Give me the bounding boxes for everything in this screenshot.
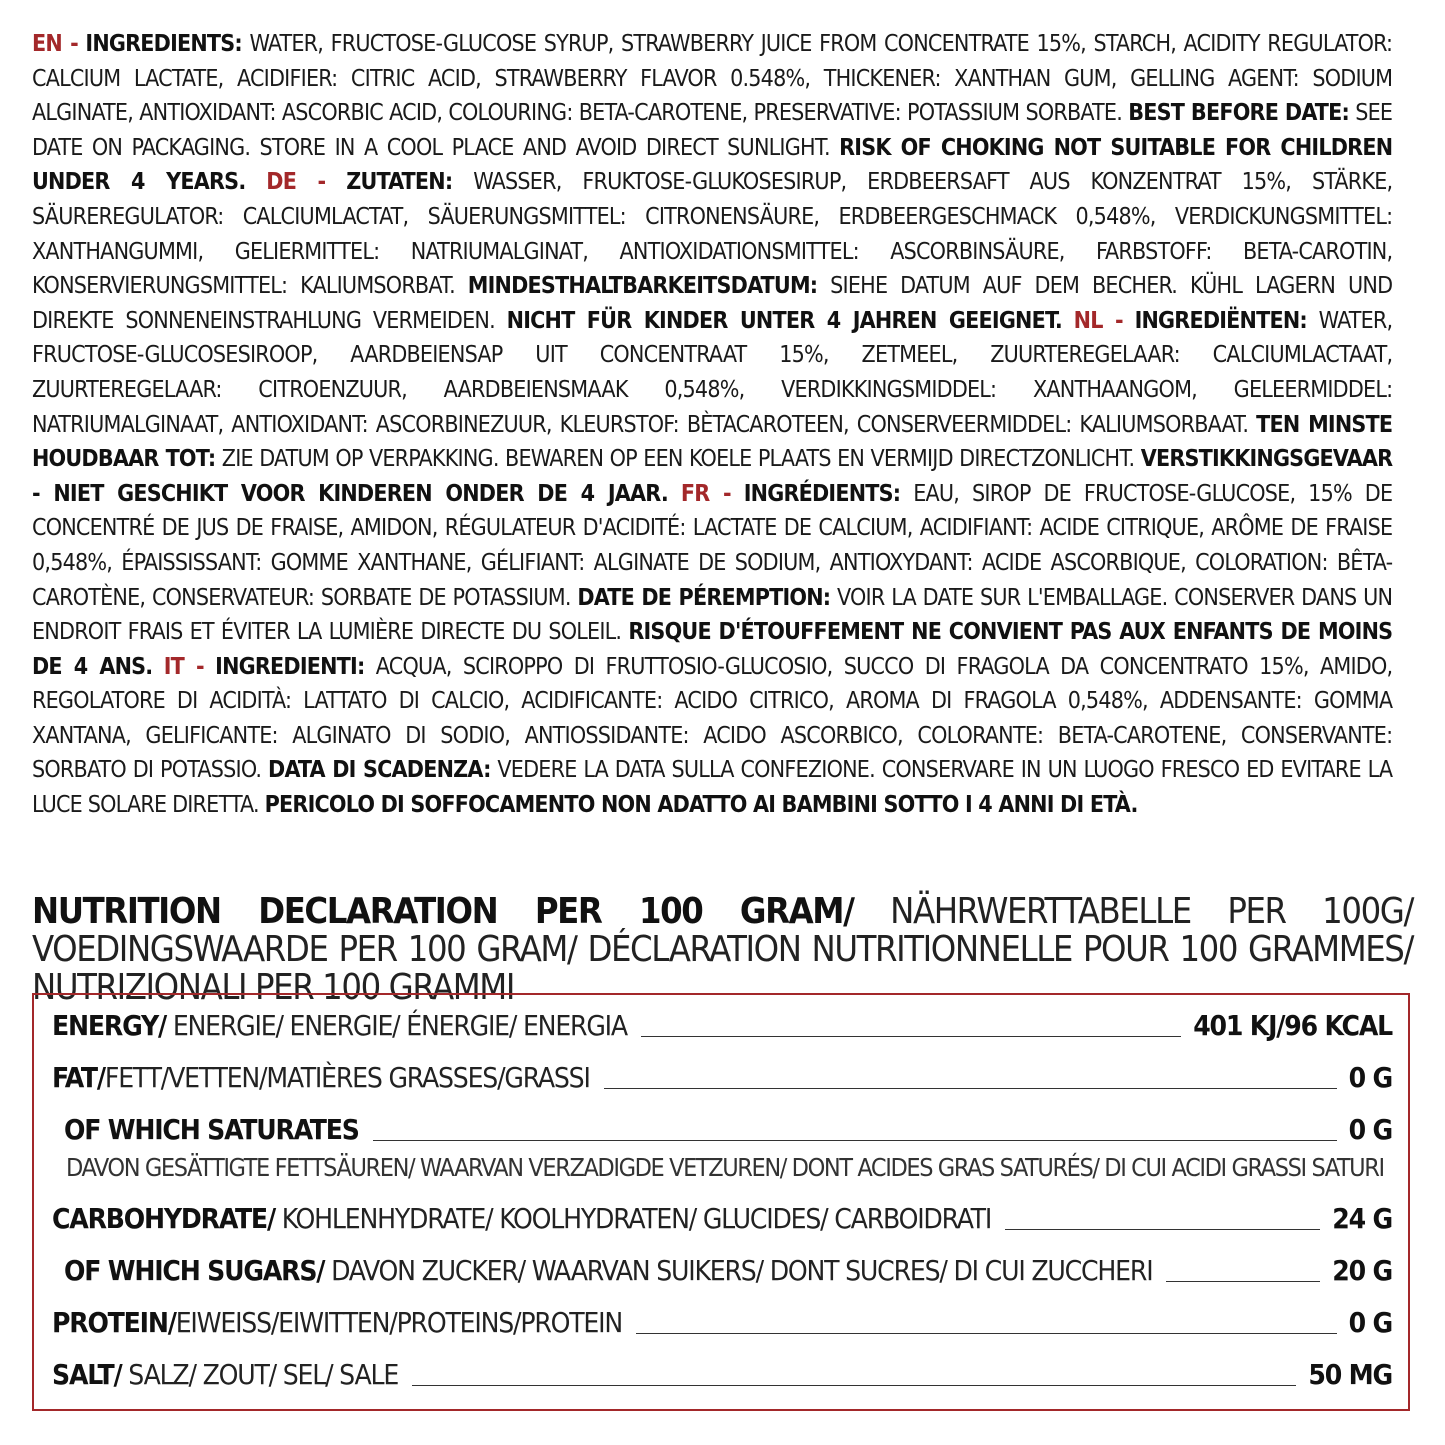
nutrient-translations: SALZ/ ZOUT/ SEL/ SALE [121,1358,399,1391]
ingredients-label-fr: INGRÉDIENTS: [743,478,901,507]
nutrition-table [32,993,1410,1411]
ingredients-label-it: INGREDIENTI: [215,651,365,680]
nutrient-value: 50 MG [1308,1358,1392,1391]
nutrient-translations: EIWEISS/EIWITTEN/PROTEINS/PROTEIN [175,1306,623,1339]
best-before-label-it: DATA DI SCADENZA: [268,755,491,784]
best-before-label-nl: TEN MINSTE HOUDBAAR TOT: [32,409,1393,473]
nutrient-name: OF WHICH SATURATES [64,1113,359,1146]
nutrition-row-carbohydrate [52,1202,1392,1235]
best-before-text-nl: ZIE DATUM OP VERPAKKING. BEWAREN OP EEN KOELE PLAATS EN VERMIJD DIRECTZONLICHT. [221,444,1135,473]
ingredients-text-it: ACQUA, SCIROPPO DI FRUTTOSIO-GLUCOSIO, SUCCO DI FRAGOLA DA CONCENTRATO 15%, AMIDO, REGOLATORE DI ACIDITÀ: LATTATO DI CALCIO, ACIDIFICANTE: ACIDO CITRICO, AROMA DI FRAGOLA 0,548%, ADDENSANTE: GOMMA XANTANA, GELIFICANTE: ALGINATO DI SODIO, ANTIOSSIDANTE: ACIDO ASCORBICO, COLORANTE: BETA-CAROTENE, CONSERVANTE: SORBATO DI POTASSIO. [32,651,1393,784]
nutrient-name: SALT/ [52,1358,122,1391]
lang-code-en: EN - [32,29,78,57]
warning-nl: VERSTIKKINGSGEVAAR - NIET GESCHIKT VOOR KINDEREN ONDER DE 4 JAAR. [32,444,1393,507]
ingredients-text-en: WATER, FRUCTOSE-GLUCOSE SYRUP, STRAWBERRY JUICE FROM CONCENTRATE 15%, STARCH, ACIDITY REGULATOR: CALCIUM LACTATE, ACIDIFIER: CITRIC ACID, STRAWBERRY FLAVOR 0.548%, THICKENER: XANTHAN GUM, GELLING AGENT: SODIUM ALGINATE, ANTIOXIDANT: ASCORBIC ACID, COLOURING: BETA-CAROTENE, PRESERVATIVE: POTASSIUM SORBATE. [32,29,1393,127]
best-before-text-fr: VOIR LA DATE SUR L'EMBALLAGE. CONSERVER DANS UN ENDROIT FRAIS ET ÉVITER LA LUMIÈRE DIRECTE DU SOLEIL. [32,582,1393,646]
ingredients-text-nl: WATER, FRUCTOSE-GLUCOSESIROOP, AARDBEIENSAP UIT CONCENTRAAT 15%, ZETMEEL, ZUURTEREGELAAR: CALCIUMLACTAAT, ZUURTEREGELAAR: CITROENZUUR, AARDBEIENSMAAK 0,548%, VERDIKKINGSMIDDEL: XANTHAANGOM, GELEERMIDDEL: NATRIUMALGINAAT, ANTIOXIDANT: ASCORBINEZUUR, KLEURSTOF: BÈTACAROTEEN, CONSERVEERMIDDEL: KALIUMSORBAAT. [32,305,1393,438]
nutrient-value: 24 G [1332,1202,1392,1235]
nutrient-translations: ENERGIE/ ENERGIE/ ÉNERGIE/ ENERGIA [166,1009,627,1042]
ingredients-label-en: INGREDIENTS: [85,29,242,57]
nutrient-value: 401 KJ/96 KCAL [1193,1009,1392,1042]
nutrition-heading-rest: NÄHRWERTTABELLE PER 100G/ VOEDINGSWAARDE PER 100 GRAM/ DÉCLARATION NUTRITIONNELLE POUR 100 GRAMMES/ NUTRIZIONALI PER 100 GRAMMI [32,891,1413,1008]
nutrient-translations: KOHLENHYDRATE/ KOOLHYDRATEN/ GLUCIDES/ CARBOIDRATI [274,1202,992,1235]
nutrition-heading [32,893,1413,1007]
nutrition-row-sugars [64,1254,1392,1287]
ingredients-block [32,26,1392,822]
leader-line [1166,1281,1320,1282]
best-before-text-en: SEE DATE ON PACKAGING. STORE IN A COOL PLACE AND AVOID DIRECT SUNLIGHT. [32,98,1393,161]
best-before-text-it: VEDERE LA DATA SULLA CONFEZIONE. CONSERVARE IN UN LUOGO FRESCO ED EVITARE LA LUCE SOLARE DIRETTA. [32,755,1393,819]
leader-line [636,1333,1337,1334]
lang-code-nl: NL - [1073,305,1123,334]
leader-line [1005,1229,1320,1230]
leader-line [641,1036,1181,1037]
ingredients-label-nl: INGREDIËNTEN: [1134,305,1307,334]
leader-line [412,1385,1296,1386]
nutrient-translations: FETT/VETTEN/MATIÈRES GRASSES/GRASSI [104,1061,590,1094]
nutrient-value: 0 G [1348,1113,1392,1146]
lang-code-de: DE - [266,167,326,196]
nutrition-row-saturates [64,1113,1392,1146]
saturates-translations: DAVON GESÄTTIGTE FETTSÄUREN/ WAARVAN VERZADIGDE VETZUREN/ DONT ACIDES GRAS SATURÉS/ DI CUI ACIDI GRASSI SATURI [66,1153,1384,1182]
nutrition-row-energy [52,1009,1392,1042]
nutrition-row-protein [52,1306,1392,1339]
warning-fr: RISQUE D'ÉTOUFFEMENT NE CONVIENT PAS AUX ENFANTS DE MOINS DE 4 ANS. [32,617,1393,680]
nutrient-name: ENERGY/ [52,1009,167,1042]
nutrient-translations: DAVON ZUCKER/ WAARVAN SUIKERS/ DONT SUCRES/ DI CUI ZUCCHERI [324,1254,1153,1287]
nutrition-row-fat [52,1061,1392,1094]
leader-line [604,1088,1337,1089]
lang-code-fr: FR - [680,478,731,507]
nutrient-name: PROTEIN/ [52,1306,176,1339]
warning-it: PERICOLO DI SOFFOCAMENTO NON ADATTO AI BAMBINI SOTTO I 4 ANNI DI ETÀ. [264,790,1138,819]
nutrient-value: 0 G [1348,1306,1392,1339]
warning-de: NICHT FÜR KINDER UNTER 4 JAHREN GEEIGNET. [506,305,1062,334]
nutrition-row-salt [52,1358,1392,1391]
best-before-label-en: BEST BEFORE DATE: [1128,98,1350,127]
nutrient-name: FAT/ [52,1061,105,1094]
warning-en: RISK OF CHOKING NOT SUITABLE FOR CHILDREN UNDER 4 YEARS. [32,132,1393,196]
nutrient-name: OF WHICH SUGARS/ [64,1254,325,1287]
best-before-label-fr: DATE DE PÉREMPTION: [577,582,831,611]
nutrient-value: 0 G [1348,1061,1392,1094]
lang-code-it: IT - [163,651,204,680]
leader-line [373,1140,1337,1141]
best-before-text-de: SIEHE DATUM AUF DEM BECHER. KÜHL LAGERN UND DIREKTE SONNENEINSTRAHLUNG VERMEIDEN. [32,271,1393,334]
ingredients-label-de: ZUTATEN: [346,167,453,196]
nutrient-value: 20 G [1332,1254,1392,1287]
ingredients-text-de: WASSER, FRUKTOSE-GLUKOSESIRUP, ERDBEERSAFT AUS KONZENTRAT 15%, STÄRKE, SÄUREREGULATOR: CALCIUMLACTAT, SÄUERUNGSMITTEL: CITRONENSÄURE, ERDBEERGESCHMACK 0,548%, VERDICKUNGSMITTEL: XANTHANGUMMI, GELIERMITTEL: NATRIUMALGINAT, ANTIOXIDATIONSMITTEL: ASCORBINSÄURE, FARBSTOFF: BETA-CAROTIN, KONSERVIERUNGSMITTEL: KALIUMSORBAT. [32,167,1393,300]
best-before-label-de: MINDESTHALTBARKEITSDATUM: [467,271,818,300]
nutrient-name: CARBOHYDRATE/ [52,1202,275,1235]
ingredients-text-fr: EAU, SIROP DE FRUCTOSE-GLUCOSE, 15% DE CONCENTRÉ DE JUS DE FRAISE, AMIDON, RÉGULATEUR D'ACIDITÉ: LACTATE DE CALCIUM, ACIDIFIANT: ACIDE CITRIQUE, ARÔME DE FRAISE 0,548%, ÉPAISSISSANT: GOMME XANTHANE, GÉLIFIANT: ALGINATE DE SODIUM, ANTIOXYDANT: ACIDE ASCORBIQUE, COLORATION: BÊTA-CAROTÈNE, CONSERVATEUR: SORBATE DE POTASSIUM. [32,478,1393,611]
nutrition-heading-bold: NUTRITION DECLARATION PER 100 GRAM/ [32,891,854,932]
